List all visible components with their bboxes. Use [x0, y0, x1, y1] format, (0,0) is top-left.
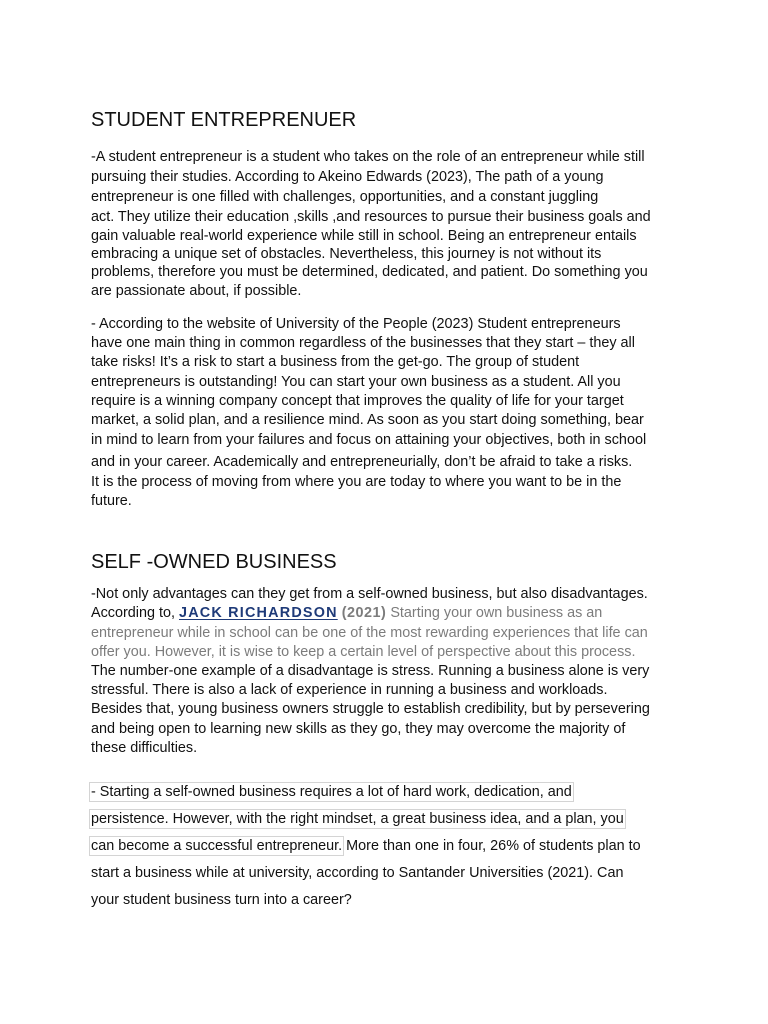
text-line: problems, therefore you must be determined, dedicated, and patient. Do something you [91, 264, 648, 280]
text-line: your student business turn into a career? [91, 892, 352, 908]
text-line: It is the process of moving from where you are today to where you want to be in the [91, 474, 622, 490]
text-line: require is a winning company concept that improves the quality of life for your target [91, 393, 624, 409]
text-line: and in your career. Academically and entrepreneurially, don’t be afraid to take a risks. [91, 454, 633, 470]
text-line: Besides that, young business owners struggle to establish credibility, but by persevering [91, 701, 650, 717]
highlighted-text: - Starting a self-owned business requires a lot of hard work, dedication, and [91, 784, 572, 800]
text-line: -A student entrepreneur is a student who takes on the role of an entrepreneur while still [91, 149, 645, 165]
text-line: future. [91, 493, 132, 509]
text-line: -Not only advantages can they get from a self-owned business, but also disadvantages. [91, 586, 648, 602]
text-line: embracing a unique set of obstacles. Nevertheless, this journey is not without its [91, 246, 602, 262]
text-line: - According to the website of University of the People (2023) Student entrepreneurs [91, 316, 621, 332]
citation-author-link[interactable]: JACK RICHARDSON [179, 605, 338, 621]
text-line: act. They utilize their education ,skills ,and resources to pursue their business goals and [91, 209, 651, 225]
text-line: take risks! It’s a risk to start a business from the get-go. The group of student [91, 354, 580, 370]
text-line: and being open to learning new skills as they go, they may overcome the majority of [91, 721, 626, 737]
heading-student-entrepreneur: STUDENT ENTREPRENUER [91, 109, 357, 131]
text-line: pursuing their studies. According to Akeino Edwards (2023), The path of a young [91, 169, 604, 185]
quote-text: Starting your own business as an [386, 605, 603, 621]
text-line: The number-one example of a disadvantage is stress. Running a business alone is very [91, 663, 650, 679]
text-line [91, 810, 624, 829]
text-prefix: According to, [91, 605, 179, 621]
text-line: in mind to learn from your failures and focus on attaining your objectives, both in school [91, 432, 647, 448]
text-line: are passionate about, if possible. [91, 283, 302, 299]
text-line [91, 837, 641, 856]
text-line: these difficulties. [91, 740, 198, 756]
highlighted-text: can become a successful entrepreneur. [91, 838, 343, 854]
text-line: gain valuable real-world experience while still in school. Being an entrepreneur entails [91, 228, 637, 244]
citation-line [91, 604, 602, 623]
citation-year: (2021) [341, 605, 387, 621]
heading-self-owned-business: SELF -OWNED BUSINESS [91, 551, 337, 573]
text-line [91, 783, 572, 802]
text-line: market, a solid plan, and a resilience mind. As soon as you start doing something, bear [91, 412, 644, 428]
text-line: have one main thing in common regardless of the businesses that they start – they all [91, 335, 635, 351]
text-line: stressful. There is also a lack of experience in running a business and workloads. [91, 682, 608, 698]
quote-line: offer you. However, it is wise to keep a certain level of perspective about this process. [91, 644, 636, 660]
text-line: entrepreneurs is outstanding! You can start your own business as a student. All you [91, 374, 621, 390]
quote-line: entrepreneur while in school can be one of the most rewarding experiences that life can [91, 625, 648, 641]
text-line: entrepreneur is one filled with challenges, opportunities, and a constant juggling [91, 189, 599, 205]
text-line: start a business while at university, according to Santander Universities (2021). Can [91, 865, 624, 881]
text-tail: More than one in four, 26% of students plan to [342, 838, 641, 854]
highlighted-text: persistence. However, with the right mindset, a great business idea, and a plan, you [91, 811, 624, 827]
